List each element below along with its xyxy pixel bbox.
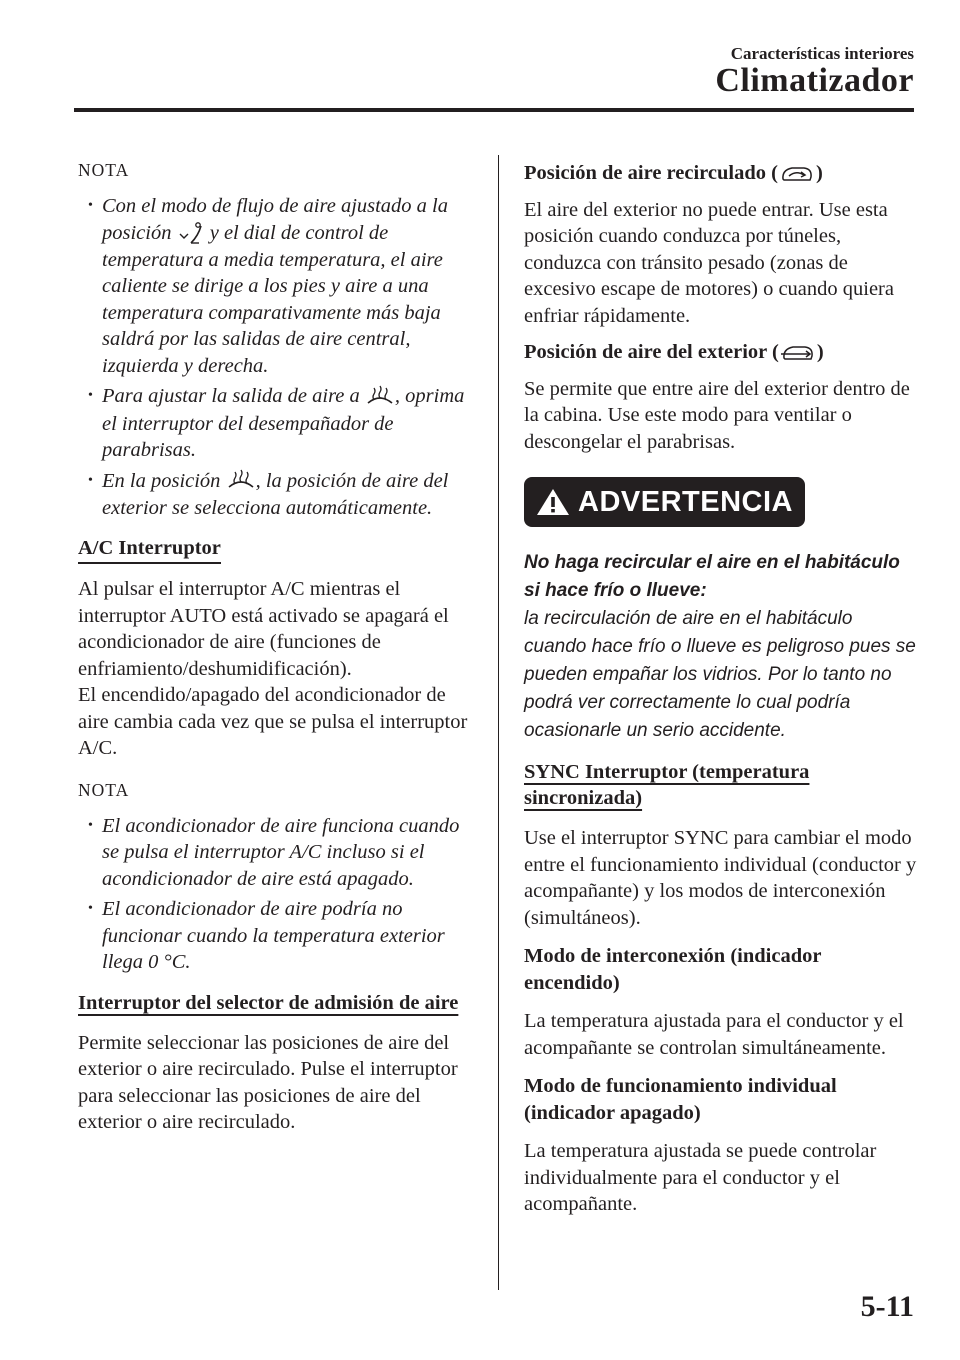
individual-mode-paragraph: La temperatura ajustada se puede controlar individualmente para el conductor y el acompañante. [524, 1140, 877, 1215]
individual-mode-heading: Modo de funcionamiento individual (indicador apagado) [524, 1075, 837, 1124]
ac-switch-heading: A/C Interruptor [78, 535, 221, 564]
note-item: • Con el modo de flujo de aire ajustado a la posición y el dial de control de temperatura a media temperatura, el aire caliente se dirige a los pies y aire a una temperatura comparativamente más baja saldrá por las salidas de aire central, izquierda y derecha. [102, 193, 474, 379]
note-list [78, 193, 474, 521]
outside-air-heading: Posición de aire del exterior ( ) [524, 341, 824, 363]
warning-body: la recirculación de aire en el habitáculo cuando hace frío o llueve es peligroso pues se pueden empañar los vidrios. Por lo tanto no podrá ver correctamente lo cual podría ocasionarle un serio accidente. [524, 608, 916, 741]
note-item: • Para ajustar la salida de aire a , oprima el interruptor del desempañador de parabrisas. [102, 383, 474, 463]
note-list [78, 813, 474, 976]
interconnection-heading: Modo de interconexión (indicador encendido) [524, 945, 822, 994]
note-item: • En la posición , la posición de aire del exterior se selecciona automáticamente. [102, 468, 474, 522]
note-label: NOTA [78, 160, 130, 180]
windshield-defroster-icon [226, 469, 256, 495]
warning-banner [524, 477, 805, 527]
header-section-label: Características interiores [730, 44, 914, 63]
note-item: • El acondicionador de aire podría no funcionar cuando la temperatura exterior llega 0 °C. [102, 896, 474, 976]
recirculate-heading: Posición de aire recirculado ( ) [524, 162, 823, 184]
right-column [524, 160, 920, 1218]
header-rule [74, 108, 914, 112]
note-item: • El acondicionador de aire funciona cuando se pulsa el interruptor A/C incluso si el acondicionador de aire está apagado. [102, 813, 474, 893]
ac-paragraph: El encendido/apagado del acondicionador de aire cambia cada vez que se pulsa el interruptor A/C. [78, 684, 468, 760]
outside-air-paragraph: Se permite que entre aire del exterior dentro de la cabina. Use este modo para ventilar o descongelar el parabrisas. [524, 377, 910, 453]
note-label: NOTA [78, 779, 130, 800]
sync-paragraph: Use el interruptor SYNC para cambiar el modo entre el funcionamiento individual (conductor y acompañante) y los modos de interconexión (simultáneos). [524, 827, 917, 929]
windshield-defroster-icon [365, 385, 395, 411]
intake-paragraph: Permite seleccionar las posiciones de aire del exterior o aire recirculado. Pulse el interruptor para seleccionar las posiciones de aire del exterior o aire recirculado. [78, 1031, 458, 1134]
outside-air-icon [779, 342, 817, 364]
warning-triangle-icon [536, 487, 570, 517]
ac-paragraph: Al pulsar el interruptor A/C mientras el interruptor AUTO está activado se apagará el acondicionador de aire (funciones de enfriamiento/deshumidificación). [78, 578, 449, 680]
recirculate-paragraph: El aire del exterior no puede entrar. Use esta posición cuando conduzca por túneles, conduzca con tránsito pesado (zonas de excesivo escape de motores) o cuando quiera enfriar rápidamente. [524, 198, 894, 327]
intake-selector-heading: Interruptor del selector de admisión de aire [78, 991, 459, 1014]
left-column [78, 160, 474, 1136]
floor-windshield-mode-icon [177, 221, 205, 247]
warning-lead: No haga recircular el aire en el habitáculo si hace frío o llueve: [524, 552, 900, 601]
column-divider [498, 155, 499, 1290]
warning-block [524, 477, 920, 745]
interconnection-paragraph: La temperatura ajustada para el conductor y el acompañante se controlan simultáneamente. [524, 1010, 904, 1059]
warning-label: ADVERTENCIA [578, 485, 793, 518]
sync-switch-heading: SYNC Interruptor (temperatura sincronizada) [524, 761, 810, 809]
recirculate-air-icon [778, 163, 816, 185]
page-title: Climatizador [715, 62, 914, 99]
page-number: 5-11 [860, 1290, 914, 1323]
